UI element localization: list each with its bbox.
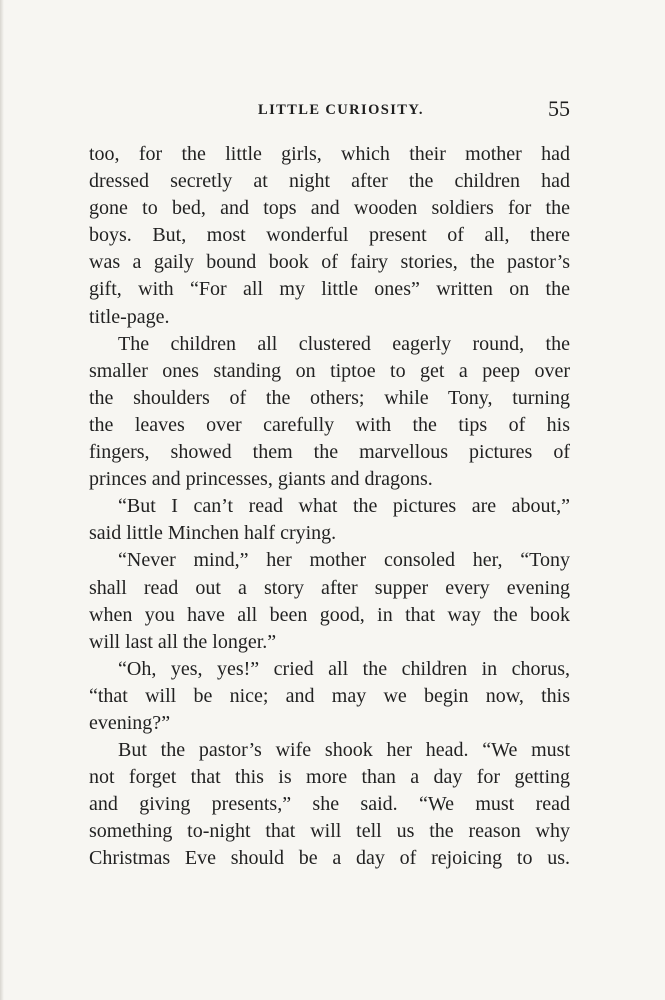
text-line: The children all clustered eagerly round, the bbox=[118, 332, 570, 355]
text-line: was a gaily bound book of fairy stories, the pastor’s bbox=[89, 251, 570, 274]
text-line: princes and princesses, giants and dragons. bbox=[89, 468, 433, 491]
text-line: not forget that this is more than a day for getting bbox=[89, 766, 570, 789]
page-gutter-edge bbox=[0, 0, 4, 1000]
text-line: boys. But, most wonderful present of all, there bbox=[89, 224, 570, 247]
text-line: said little Minchen half crying. bbox=[89, 522, 337, 545]
body-text bbox=[89, 141, 570, 873]
text-line: when you have all been good, in that way the book bbox=[89, 603, 570, 626]
text-line: But the pastor’s wife shook her head. “We must bbox=[118, 739, 570, 762]
text-line: something to-night that will tell us the reason why bbox=[89, 820, 570, 843]
text-line: title-page. bbox=[89, 305, 170, 328]
page-header bbox=[89, 96, 570, 128]
text-line: the shoulders of the others; while Tony, turning bbox=[89, 386, 570, 409]
text-line: shall read out a story after supper every evening bbox=[89, 576, 570, 599]
text-line: smaller ones standing on tiptoe to get a peep over bbox=[89, 359, 570, 382]
text-line: will last all the longer.” bbox=[89, 630, 277, 653]
text-line: fingers, showed them the marvellous pictures of bbox=[89, 441, 570, 464]
running-title: LITTLE CURIOSITY. bbox=[258, 102, 424, 118]
text-line: “But I can’t read what the pictures are about,” bbox=[118, 495, 570, 518]
text-line: too, for the little girls, which their mother had bbox=[89, 143, 570, 165]
text-line: “Oh, yes, yes!” cried all the children in chorus, bbox=[118, 657, 570, 680]
page-number: 55 bbox=[548, 96, 570, 121]
text-line: “that will be nice; and may we begin now, this bbox=[89, 684, 570, 707]
text-line: dressed secretly at night after the children had bbox=[89, 170, 570, 193]
text-line: Christmas Eve should be a day of rejoicing to us. bbox=[89, 847, 570, 870]
text-line: “Never mind,” her mother consoled her, “Tony bbox=[118, 549, 570, 572]
text-line: gone to bed, and tops and wooden soldiers for the bbox=[89, 197, 570, 220]
text-line: the leaves over carefully with the tips of his bbox=[89, 413, 570, 436]
text-line: evening?” bbox=[89, 711, 171, 734]
text-line: gift, with “For all my little ones” written on the bbox=[89, 278, 570, 301]
text-line: and giving presents,” she said. “We must read bbox=[89, 793, 570, 816]
